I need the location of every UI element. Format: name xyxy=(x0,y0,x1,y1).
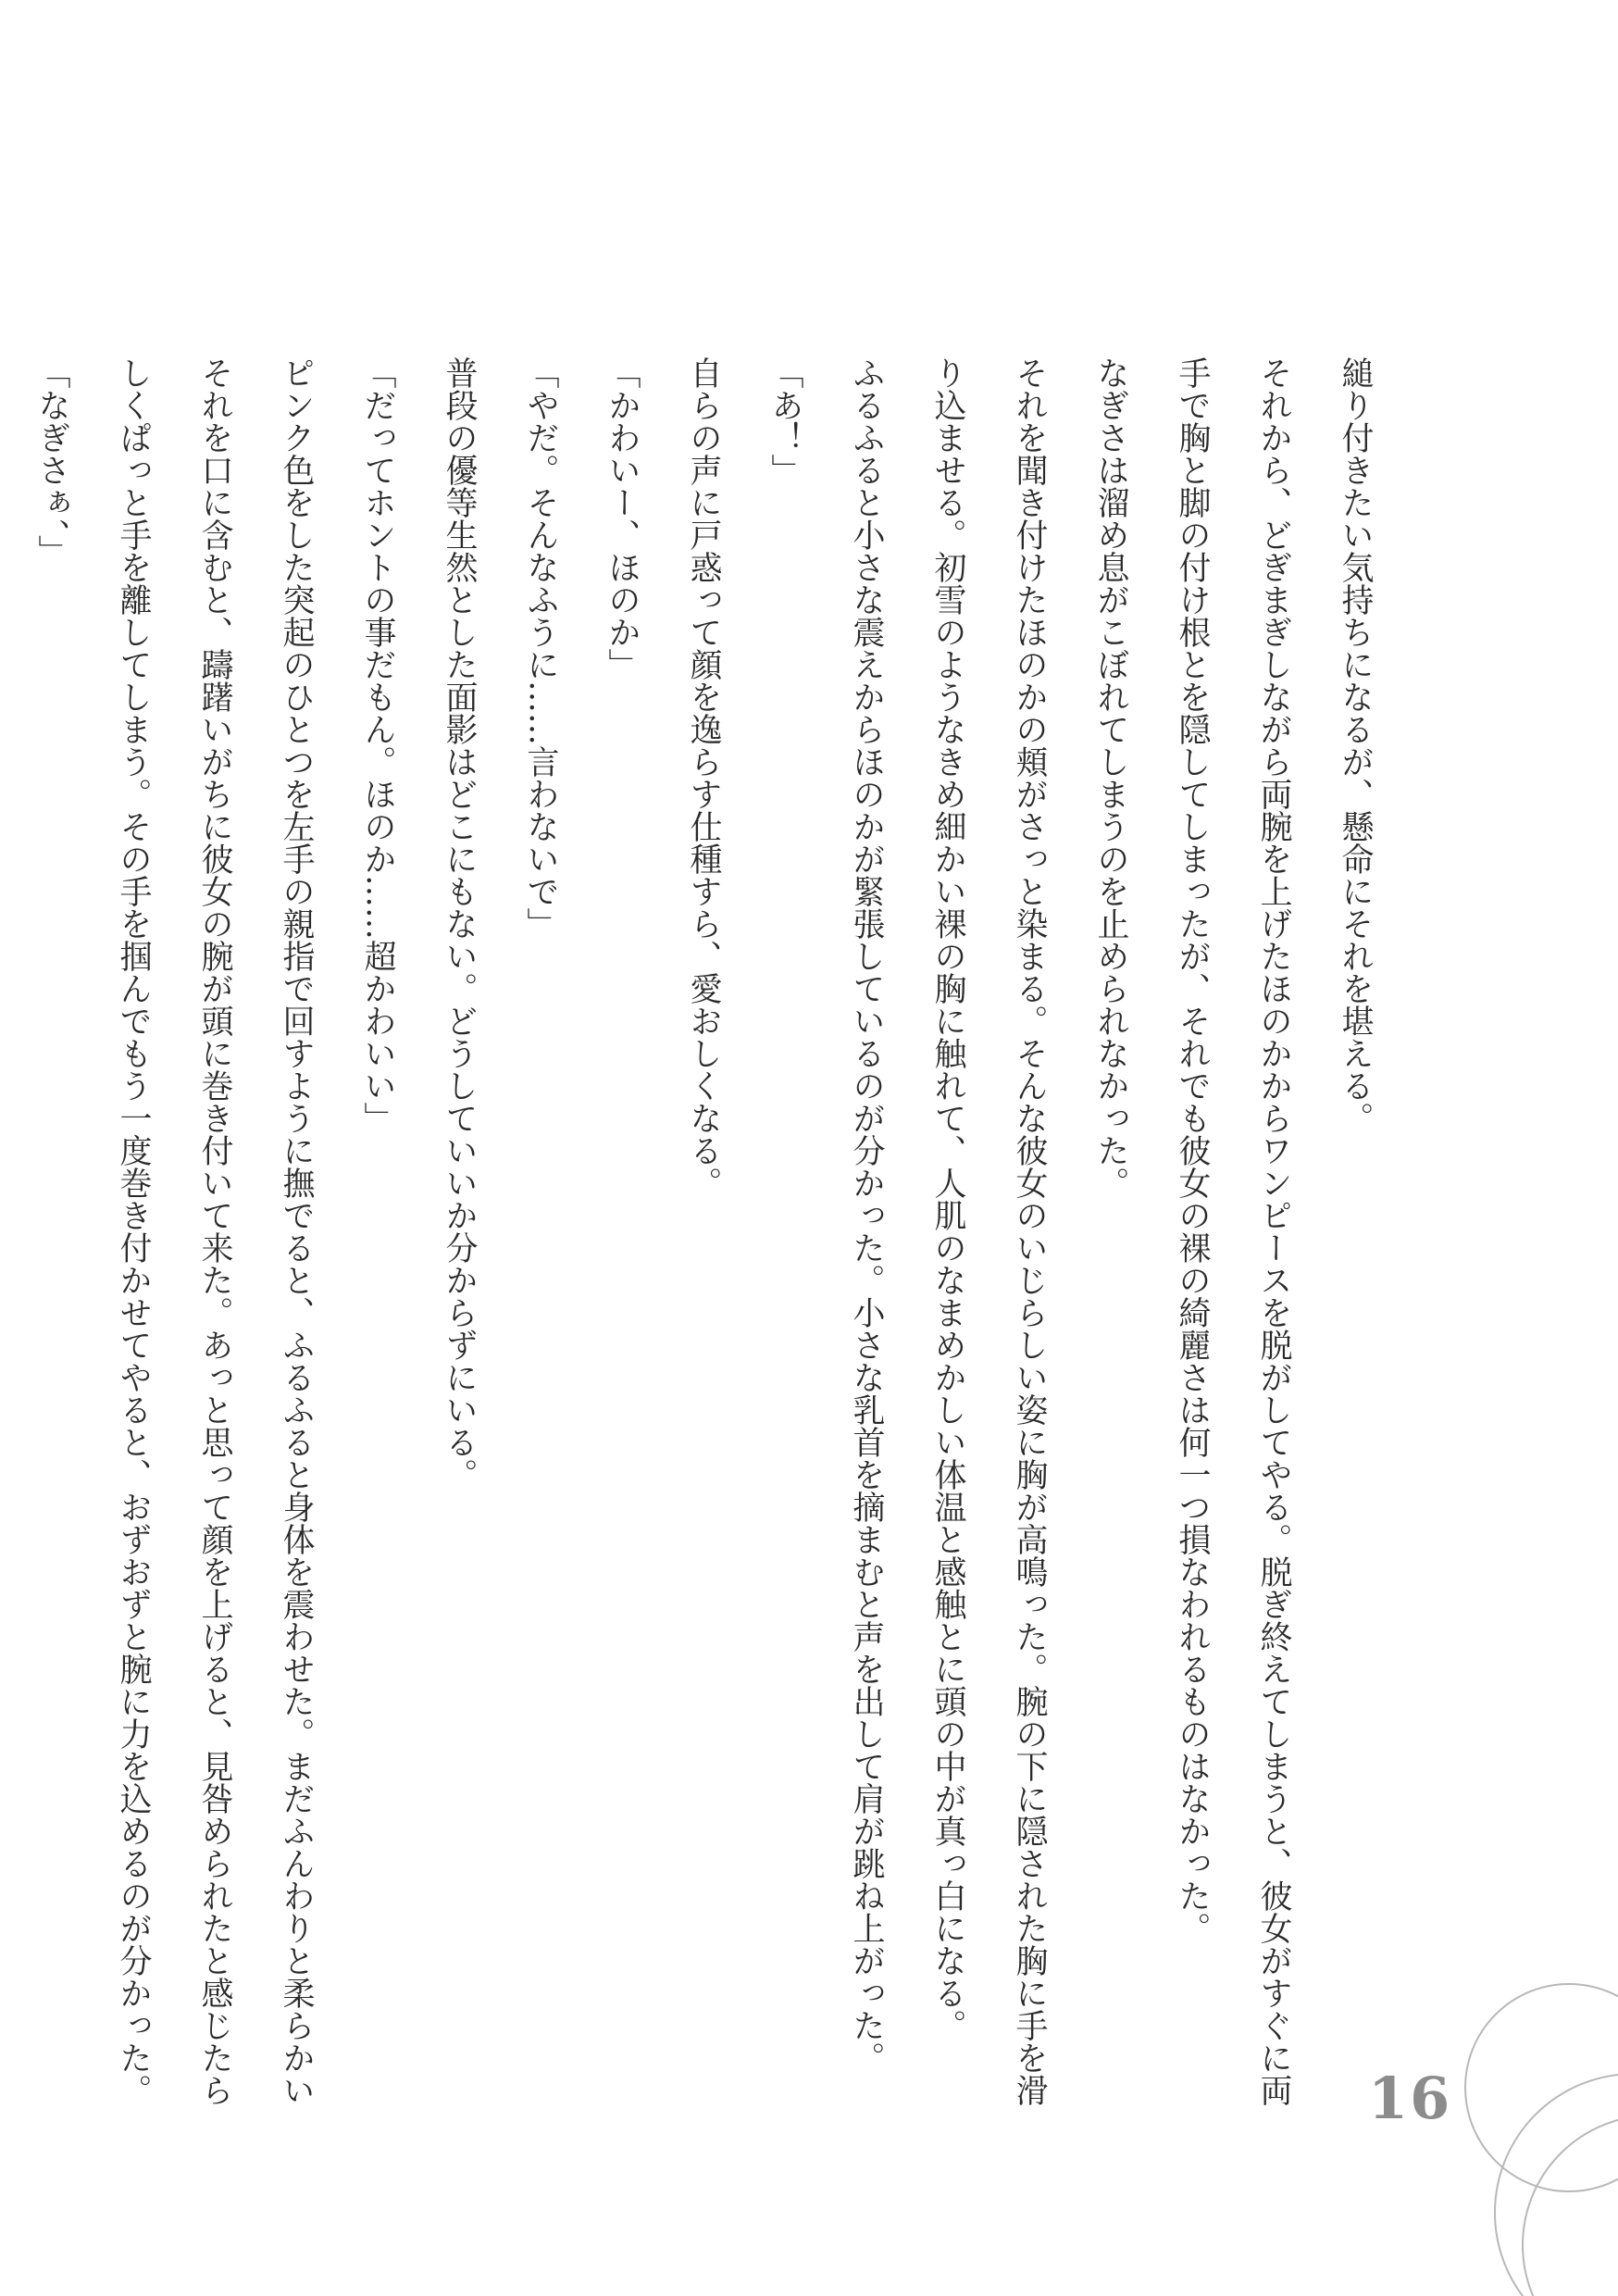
corner-ornament-icon xyxy=(1435,1981,1618,2296)
paragraph-14 xyxy=(0,356,11,2115)
paragraph-8: 「かわいー、ほのか」 xyxy=(604,356,641,680)
paragraph-12: ピンク色をした突起のひとつを左手の親指で回すように撫でると、ふるふると身体を震わせた。まだふんわりと柔らかいそれを口に含むと、躊躇いがちに彼女の腕が頭に巻き付いて来た。あっと思って顔を上げると、見咎められたと感じたらしくぱっと手を離してしまう。その手を掴んでもう一度巻き付かせてやると、おずおずと腕に力を込めるのが分かった。 xyxy=(115,356,315,2106)
paragraph-9: 「やだ。そんなふうに……言わないで」 xyxy=(522,356,559,940)
paragraph-4: それを聞き付けたほのかの頬がさっと染まる。そんな彼女のいじらしい姿に胸が高鳴った。腕の下に隠された胸に手を滑り込ませる。初雪のようなきめ細かい裸の胸に触れて、人肌のなまめかしい体温と感触とに頭の中が真っ白になる。 xyxy=(929,356,1048,2106)
paragraph-2: それから、どぎまぎしながら両腕を上げたほのかからワンピースを脱がしてやる。脱ぎ終えてしまうと、彼女がすぐに両手で胸と脚の付け根とを隠してしまったが、それでも彼女の裸の綺麗さは何一つ損なわれるものはなかった。 xyxy=(1174,356,1292,2106)
paragraph-3: なぎさは溜め息がこぼれてしまうのを止められなかった。 xyxy=(1092,356,1129,1199)
paragraph-10: 普段の優等生然とした面影はどこにもない。どうしていいか分からずにいる。 xyxy=(441,356,478,1491)
paragraph-5: ふるふると小さな震えからほのかが緊張しているのが分かった。小さな乳首を摘まむと声を出して肩が跳ね上がった。 xyxy=(848,356,885,2074)
paragraph-1: 縋り付きたい気持ちになるが、懸命にそれを堪える。 xyxy=(1337,356,1374,1134)
paragraph-13: 「なぎさぁ、」 xyxy=(33,356,70,568)
paragraph-11: 「だってホントの事だもん。ほのか……超かわいい」 xyxy=(359,356,396,1134)
paragraph-7: 自らの声に戸惑って顔を逸らす仕種すら、愛おしくなる。 xyxy=(685,356,722,1199)
page-number: 16 xyxy=(1368,2065,1452,2132)
body-text xyxy=(0,356,1396,2115)
paragraph-6: 「あ！」 xyxy=(766,356,803,486)
